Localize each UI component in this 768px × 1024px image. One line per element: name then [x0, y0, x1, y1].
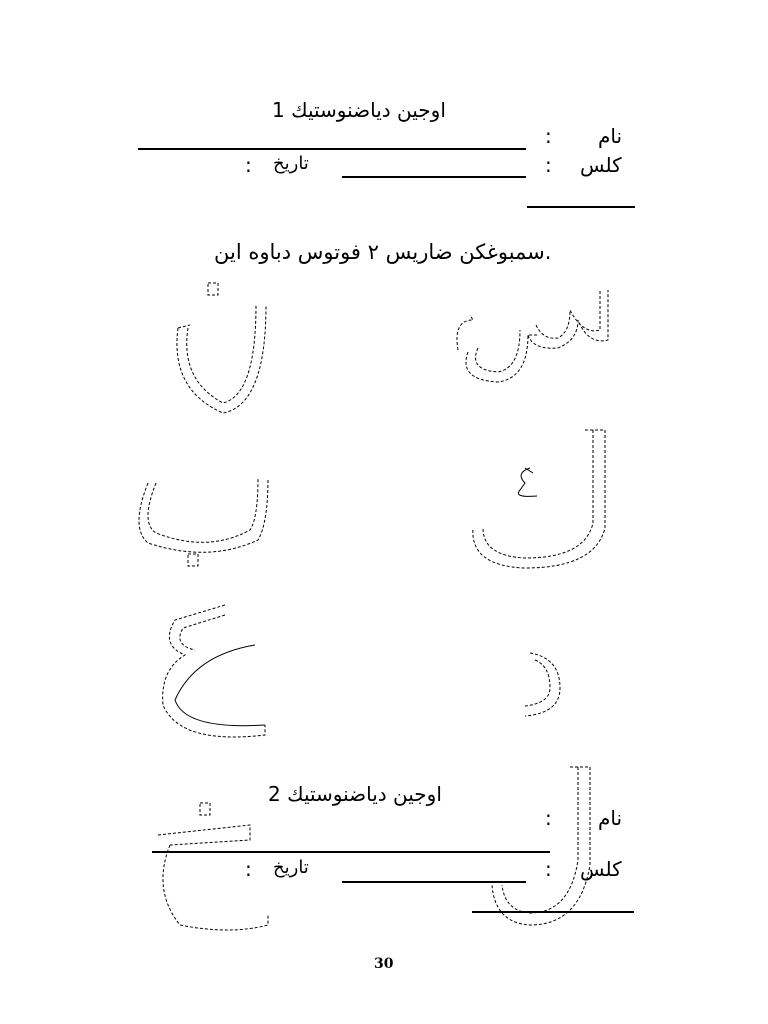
trace-letter-lam — [470, 765, 570, 930]
trace-letter-khaa — [150, 800, 280, 930]
section2-title: اوجين دياضنوستيك 2 — [268, 782, 442, 806]
date-label: تاريخ — [273, 153, 309, 174]
class-label: كلس — [580, 153, 622, 177]
trace-letter-seen — [448, 280, 628, 390]
class-answer-line[interactable] — [342, 176, 526, 178]
section1-title: اوجين دياضنوستيك 1 — [272, 98, 446, 122]
page-number: 30 — [374, 956, 394, 972]
trace-letter-baa — [128, 468, 278, 578]
trace-letter-kaf — [465, 428, 615, 578]
name-answer-line[interactable] — [138, 148, 526, 150]
trace-letter-noon — [168, 280, 278, 420]
date-colon: : — [245, 153, 252, 177]
name-colon: : — [545, 124, 552, 148]
trace-letter-dal — [515, 648, 575, 728]
class2-answer-line[interactable] — [342, 881, 526, 883]
class-colon: : — [545, 153, 552, 177]
name2-label: نام — [598, 806, 623, 830]
class2-colon: : — [545, 857, 552, 881]
class2-label: كلس — [580, 857, 622, 881]
date2-colon: : — [245, 857, 252, 881]
instruction-text: سمبوغكن ضاريس ٢ فوتوس دباوه اين. — [214, 240, 552, 264]
name2-answer-line[interactable] — [152, 851, 550, 853]
date2-label: تاريخ — [273, 857, 309, 878]
extra-answer-line[interactable] — [527, 206, 635, 208]
name2-colon: : — [545, 806, 552, 830]
trace-letter-ain — [155, 600, 275, 760]
extra2-answer-line[interactable] — [472, 911, 634, 913]
name-label: نام — [598, 124, 623, 148]
